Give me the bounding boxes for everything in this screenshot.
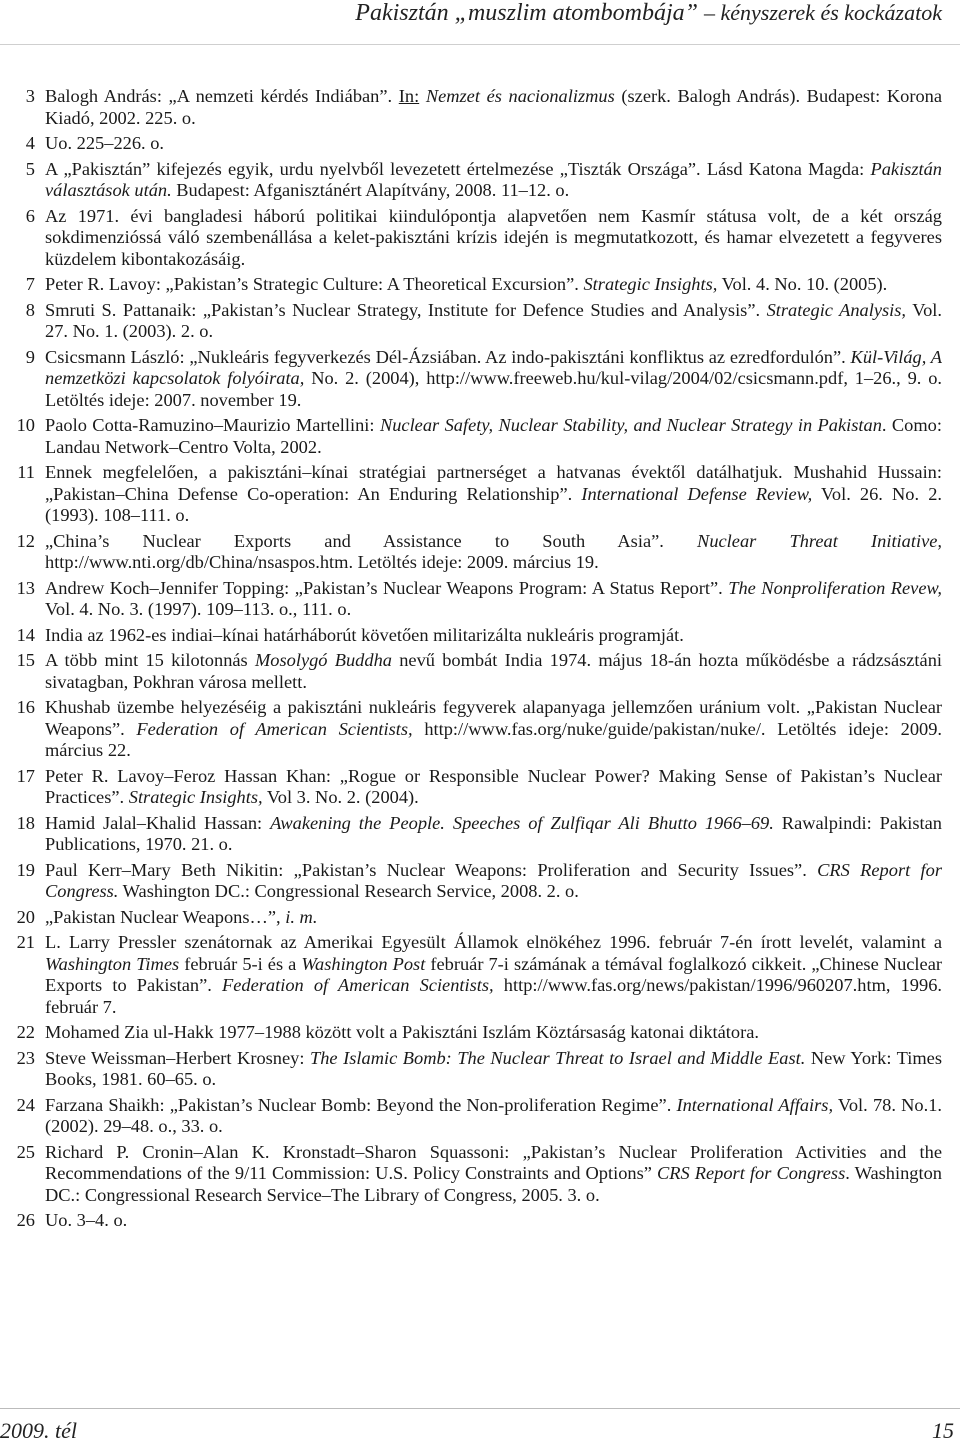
footnote [12, 1142, 942, 1207]
footnote-segment: Ennek megfelelően, a pakisztáni–kínai stratégiai partnerséget a hatvanas évektől datálhatjuk. Mushahid Hussain: „Pakistan–China Defense Co-operation: An Enduring Relationship”. [45, 462, 942, 504]
footnote-segment: Awakening the People. Speeches of Zulfiqar Ali Bhutto 1966–69. [270, 812, 774, 833]
footnote [12, 347, 942, 412]
footnote-segment: Kül-Világ, A nemzetközi kapcsolatok folyóirata, [45, 346, 942, 388]
footnote-text [45, 813, 942, 856]
footnote-segment: Uo. 3–4. o. [45, 1210, 128, 1230]
footnote-segment: Nuclear Threat Initiative, [697, 530, 942, 551]
footnote [12, 578, 942, 621]
footnote-segment: Federation of American Scientists, [136, 718, 413, 739]
footnote-segment: http://www.fas.org/news/pakistan/1996/960207.htm, 1996. február 7. [45, 975, 942, 1017]
header-rule [0, 44, 960, 45]
footnote-text [45, 766, 942, 809]
footnote-segment: In: [398, 86, 420, 106]
footnote-segment: „China’s Nuclear Exports and Assistance to South Asia”. [45, 530, 698, 551]
footnote-text [45, 531, 942, 574]
footnote-text [45, 1142, 942, 1207]
footnote-segment: . Washington DC.: Congressional Research Service–The Library of Congress, 2005. 3. o. [45, 1163, 942, 1205]
footnote-text [45, 907, 942, 929]
footnote-segment: Washington DC.: Congressional Research Service, 2008. 2. o. [118, 881, 579, 901]
footnote [12, 300, 942, 343]
footnote-segment: Paolo Cotta-Ramuzino–Maurizio Martellini: [45, 415, 380, 435]
footnote-segment: Mohamed Zia ul-Hakk 1977–1988 között volt a Pakisztáni Iszlám Köztársaság katonai diktátora. [45, 1022, 759, 1042]
footnote-number: 16 [16, 697, 35, 717]
footnote-number: 18 [16, 812, 35, 833]
footnote-text [45, 932, 942, 1018]
footnote-number: 17 [16, 765, 35, 786]
footnote-number: 26 [16, 1210, 35, 1230]
footnote-segment: http://www.fas.org/nuke/guide/pakistan/nuke/. Letöltés ideje: 2009. március 22. [45, 718, 942, 760]
footnote-text [45, 300, 942, 343]
footnote-segment: „Pakistan Nuclear Weapons…”, [45, 906, 286, 927]
footnote [12, 932, 942, 1018]
footnote-segment: Peter R. Lavoy: „Pakistan’s Strategic Culture: A Theoretical Excursion”. [45, 274, 584, 294]
page-number: 15 [932, 1418, 954, 1443]
footnote-segment: CRS Report for Congress [657, 1163, 846, 1183]
footnote-segment: Strategic Insights, [583, 274, 718, 294]
footnote [12, 159, 942, 202]
footnote-segment: február 5-i és a [179, 953, 302, 974]
footnote-segment: Hamid Jalal–Khalid Hassan: [45, 812, 271, 833]
footnote-segment: Richard P. Cronin–Alan K. Kronstadt–Sharon Squassoni: „Pakistan’s Nuclear Proliferation Activities and the Recommendations of the 9/11 Commission: U.S. Policy Constraints and Options” [45, 1141, 942, 1183]
footnote-number: 19 [16, 859, 35, 880]
footnote-text [45, 206, 942, 271]
footnote-segment: International Defense Review, [581, 483, 813, 504]
footnote-text [45, 860, 942, 903]
footnote-text [45, 578, 942, 621]
running-head-subtitle: – kényszerek és kockázatok [703, 0, 942, 25]
footnote [12, 1210, 942, 1232]
footnote [12, 813, 942, 856]
running-head [355, 0, 942, 30]
footnote-text [45, 462, 942, 527]
footnote-text [45, 159, 942, 202]
footnote [12, 274, 942, 296]
footnote [12, 907, 942, 929]
footnote-segment: Csicsmann László: „Nukleáris fegyverkezés Dél-Ázsiában. Az indo-pakisztáni konfliktus az ezredfordulón”. [45, 346, 851, 367]
footer-issue: 2009. tél [0, 1418, 77, 1443]
footnote-segment: Washington Times [45, 953, 180, 974]
footnote [12, 860, 942, 903]
footnote-segment: http://www.nti.org/db/China/nsaspos.htm. Letöltés ideje: 2009. március 19. [45, 552, 599, 572]
footnote-text [45, 274, 942, 296]
footnote-segment: február 7-i számának a témával foglalkozó cikkeit. „Chinese Nuclear Exports to Pakistan”. [45, 953, 942, 995]
footnote-segment: Smruti S. Pattanaik: „Pakistan’s Nuclear Strategy, Institute for Defence Studies and Analysis”. [45, 299, 767, 320]
footnote-segment: Vol 3. No. 2. (2004). [262, 787, 419, 807]
running-head-title: Pakisztán „muszlim atombombája” [355, 0, 698, 26]
footnote-segment: Steve Weissman–Herbert Krosney: [45, 1047, 310, 1068]
footnote [12, 415, 942, 458]
footnote-segment: nevű bombát India 1974. május 18-án hozta működésbe a rádzsásztáni sivatagban, Pokhran városa mellett. [45, 650, 942, 692]
footnote-number: 24 [16, 1094, 35, 1115]
footnote [12, 1095, 942, 1138]
footnote-text [45, 1210, 942, 1232]
footnote-segment: (szerk. Balogh András). Budapest: Korona Kiadó, 2002. 225. o. [45, 86, 943, 128]
footnote-number: 20 [16, 906, 35, 927]
footnote-segment: Khushab üzembe helyezéséig a pakisztáni nukleáris fegyverek alapanyaga jellemzően uránium volt. „Pakistan Nuclear Weapons”. [45, 697, 942, 739]
footnotes-list [12, 86, 942, 1236]
footnote-number: 25 [16, 1141, 35, 1162]
footnote-segment: Farzana Shaikh: „Pakistan’s Nuclear Bomb: Beyond the Non-proliferation Regime”. [45, 1094, 677, 1115]
footnote-number: 10 [16, 415, 35, 435]
footnote-segment: Uo. 225–226. o. [45, 133, 165, 153]
footnote-number: 23 [16, 1047, 35, 1068]
footnote [12, 650, 942, 693]
footnote-segment: A több mint 15 kilotonnás [45, 650, 255, 670]
footnote-number: 7 [25, 274, 35, 294]
footnote-number: 12 [16, 530, 35, 551]
footnote-number: 4 [25, 133, 35, 153]
footnote-segment: Strategic Insights, [128, 787, 263, 807]
footnote-number: 8 [25, 299, 35, 320]
footnote-segment: L. Larry Pressler szenátornak az Amerikai Egyesült Államok elnökéhez 1996. február 7-én írott levelét, valamint a [45, 932, 942, 952]
footnote-text [45, 133, 942, 155]
footnote [12, 86, 942, 129]
footnote-segment: Nuclear Safety, Nuclear Stability, and Nuclear Strategy in Pakistan [379, 415, 882, 435]
footnote-segment: Rawalpindi: Pakistan Publications, 1970. 21. o. [45, 812, 942, 854]
footnote-segment: Balogh András: „A nemzeti kérdés Indiában”. [45, 86, 399, 106]
footnote-number: 14 [16, 624, 35, 645]
footnote-segment: Peter R. Lavoy–Feroz Hassan Khan: „Rogue or Responsible Nuclear Power? Making Sense of Pakistan’s Nuclear Practices”. [45, 765, 942, 807]
footnote-segment: The Nonproliferation Revew, [728, 577, 942, 598]
footnote-number: 9 [25, 346, 35, 367]
footnote [12, 625, 942, 647]
footnote-text [45, 1022, 942, 1044]
footnote-segment: Mosolygó Buddha [254, 650, 392, 670]
footnote-segment: New York: Times Books, 1981. 60–65. o. [45, 1047, 942, 1089]
footnote-text [45, 347, 942, 412]
footnote-segment: i. m. [285, 906, 318, 927]
footnote-segment [419, 86, 426, 106]
footnote-segment: Budapest: Afganisztánért Alapítvány, 2008. 11–12. o. [171, 180, 570, 200]
footnote-text [45, 697, 942, 762]
footer-rule [0, 1408, 960, 1409]
footnote-segment: . Como: Landau Network–Centro Volta, 2002. [45, 415, 942, 457]
footnote-segment: Strategic Analysis, [766, 299, 907, 320]
footnote [12, 462, 942, 527]
footnote-segment: No. 2. (2004), http://www.freeweb.hu/kul-vilag/2004/02/csicsmann.pdf, 1–26., 9. o. Letöltés ideje: 2007. november 19. [45, 368, 942, 410]
footnote-number: 5 [25, 158, 35, 179]
footnote-text [45, 625, 942, 647]
footnote [12, 1022, 942, 1044]
footnote-segment: CRS Report for Congress. [45, 859, 943, 901]
footnote [12, 531, 942, 574]
footnote-text [45, 415, 942, 458]
footnote-segment: Federation of American Scientists, [222, 975, 494, 995]
footnote-number: 11 [17, 462, 35, 482]
footnote-number: 21 [16, 932, 35, 952]
footnote-number: 6 [25, 205, 35, 226]
footnote-segment: Vol. 26. No. 2. (1993). 108–111. o. [45, 483, 943, 525]
footnote [12, 766, 942, 809]
footnote-segment: Andrew Koch–Jennifer Topping: „Pakistan’s Nuclear Weapons Program: A Status Report”. [45, 577, 729, 598]
footnote-number: 3 [25, 86, 35, 106]
footnote-text [45, 650, 942, 693]
footnote-segment: The Islamic Bomb: The Nuclear Threat to Israel and Middle East. [310, 1047, 806, 1068]
footnote-segment: Nemzet és nacionalizmus [425, 86, 615, 106]
footnote-segment: Vol. 4. No. 10. (2005). [717, 274, 888, 294]
footnote-segment: International Affairs, [676, 1094, 834, 1115]
footnote-segment: Vol. 4. No. 3. (1997). 109–113. o., 111. o. [45, 599, 352, 619]
footnote-number: 13 [16, 577, 35, 598]
footnote-segment: Vol. 27. No. 1. (2003). 2. o. [45, 299, 943, 341]
footnote-segment: Paul Kerr–Mary Beth Nikitin: „Pakistan’s Nuclear Weapons: Proliferation and Security Issues”. [45, 859, 818, 880]
footnote-number: 22 [16, 1022, 35, 1042]
footnote-text [45, 86, 942, 129]
footnote [12, 1048, 942, 1091]
footnote [12, 133, 942, 155]
footnote-segment: Az 1971. évi bangladesi háború politikai kiindulópontja alapvetően nem Kasmír státusa volt, de a két ország sokdimenzióssá váló szembenállása a kelet-pakisztáni krízis idején is megmutatkozott, és hamar elvezetett a fegyveres küzdelem kibontakozásáig. [45, 205, 942, 269]
footnote-number: 15 [16, 650, 35, 670]
footnote-segment: Vol. 78. No.1. (2002). 29–48. o., 33. o. [45, 1094, 942, 1136]
footnote [12, 206, 942, 271]
footnote [12, 697, 942, 762]
footnote-segment: A „Pakisztán” kifejezés egyik, urdu nyelvből levezetett értelmezése „Tiszták Országa”. Lásd Katona Magda: [45, 158, 871, 179]
footnote-text [45, 1048, 942, 1091]
footnote-text [45, 1095, 942, 1138]
footnote-segment: Washington Post [301, 953, 426, 974]
footnote-segment: India az 1962-es indiai–kínai határháborút követően militarizálta nukleáris programját. [45, 624, 684, 645]
footnote-segment: Pakisztán választások után. [45, 158, 942, 200]
